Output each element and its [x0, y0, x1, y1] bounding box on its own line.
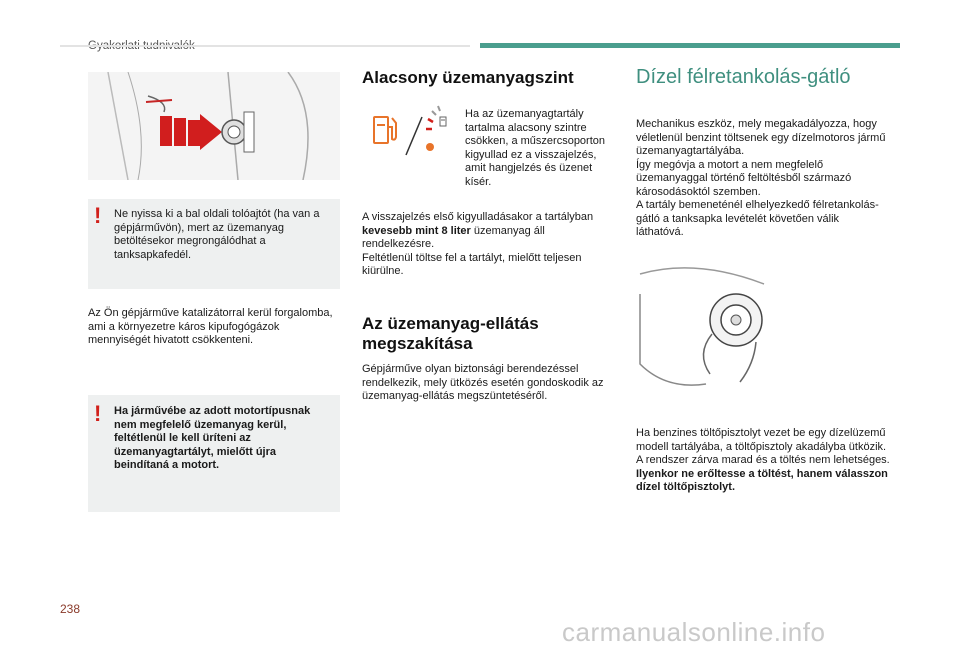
fuel-pump-icon [374, 117, 396, 143]
low-fuel-heading: Alacsony üzemanyagszint [362, 68, 574, 87]
page-number: 238 [60, 602, 81, 616]
catalyst-paragraph: Az Ön gépjárműve katalizátorral kerül forgalomba, ami a környezetre káros kipufogógázok mennyiségét hivatott csökkenteni. [88, 307, 333, 346]
fuel-cutoff-paragraph: Gépjárműve olyan biztonsági berendezéssel rendelkezik, mely ütközés esetén gondoskodik az üzemanyag-ellátás megszüntetéséről. [362, 363, 604, 402]
diesel-paragraph-1: Mechanikus eszköz, mely megakadályozza, hogy véletlenül benzint töltsenek egy dízelmotoros jármű üzemanyagtartályába. Így megóvja a motort a nem megfelelő üzemanyaggal történő feltöltésből származó károsodásoktól szemben. A tartály bemeneténél elhelyezkedő félretankolás-gátló a tanksapka levételét követően válik láthatóvá. [636, 118, 886, 238]
header-divider [60, 45, 470, 47]
warning-text: Ha járművébe az adott motortípusnak nem megfelelő üzemanyag kerül, feltétlenül le kell üríteni az üzemanyagtartályt, mielőtt újra beindítaná a motort. [114, 405, 311, 471]
warning-text: Ne nyissa ki a bal oldali tolóajtót (ha van a gépjárművön), mert az üzemanyag betöltésekor megrongálódhat a tanksapkafedél. [114, 208, 320, 261]
exclamation-icon: ! [94, 401, 102, 426]
warning-box-wrong-fuel [88, 395, 340, 512]
small-fuel-icon [440, 117, 446, 126]
exclamation-icon: ! [94, 203, 102, 228]
fuel-cutoff-heading: Az üzemanyag-ellátás megszakítása [362, 314, 539, 353]
gauge-description: Ha az üzemanyagtartály tartalma alacsony szintre csökken, a műszercsoporton kigyullad ez a visszajelzés, amit hangjelzés és üzenet kísér. [465, 108, 606, 188]
car-fuel-door-illustration [88, 72, 340, 180]
low-fuel-paragraph: A visszajelzés első kigyulladásakor a tartályban kevesebb mint 8 liter üzemanyag áll rendelkezésre. Feltétlenül töltse fel a tartályt, mielőtt teljesen kiürülne. [362, 211, 594, 277]
diesel-misfuel-heading: Dízel félretankolás-gátló [636, 66, 851, 88]
fuel-filler-cap-illustration [636, 264, 768, 396]
warning-box-sliding-door [88, 199, 340, 289]
low-fuel-gauge-illustration [370, 103, 450, 159]
watermark: carmanualsonline.info [562, 617, 826, 647]
diesel-paragraph-2: Ha benzines töltőpisztolyt vezet be egy dízelüzemű modell tartályába, a töltőpisztoly akadályba ütközik. A rendszer zárva marad és a töltés nem lehetséges. Ilyenkor ne erőltesse a töltést, hanem válasszon dízel töltőpisztolyt. [636, 427, 890, 493]
header-accent-bar [480, 43, 900, 48]
